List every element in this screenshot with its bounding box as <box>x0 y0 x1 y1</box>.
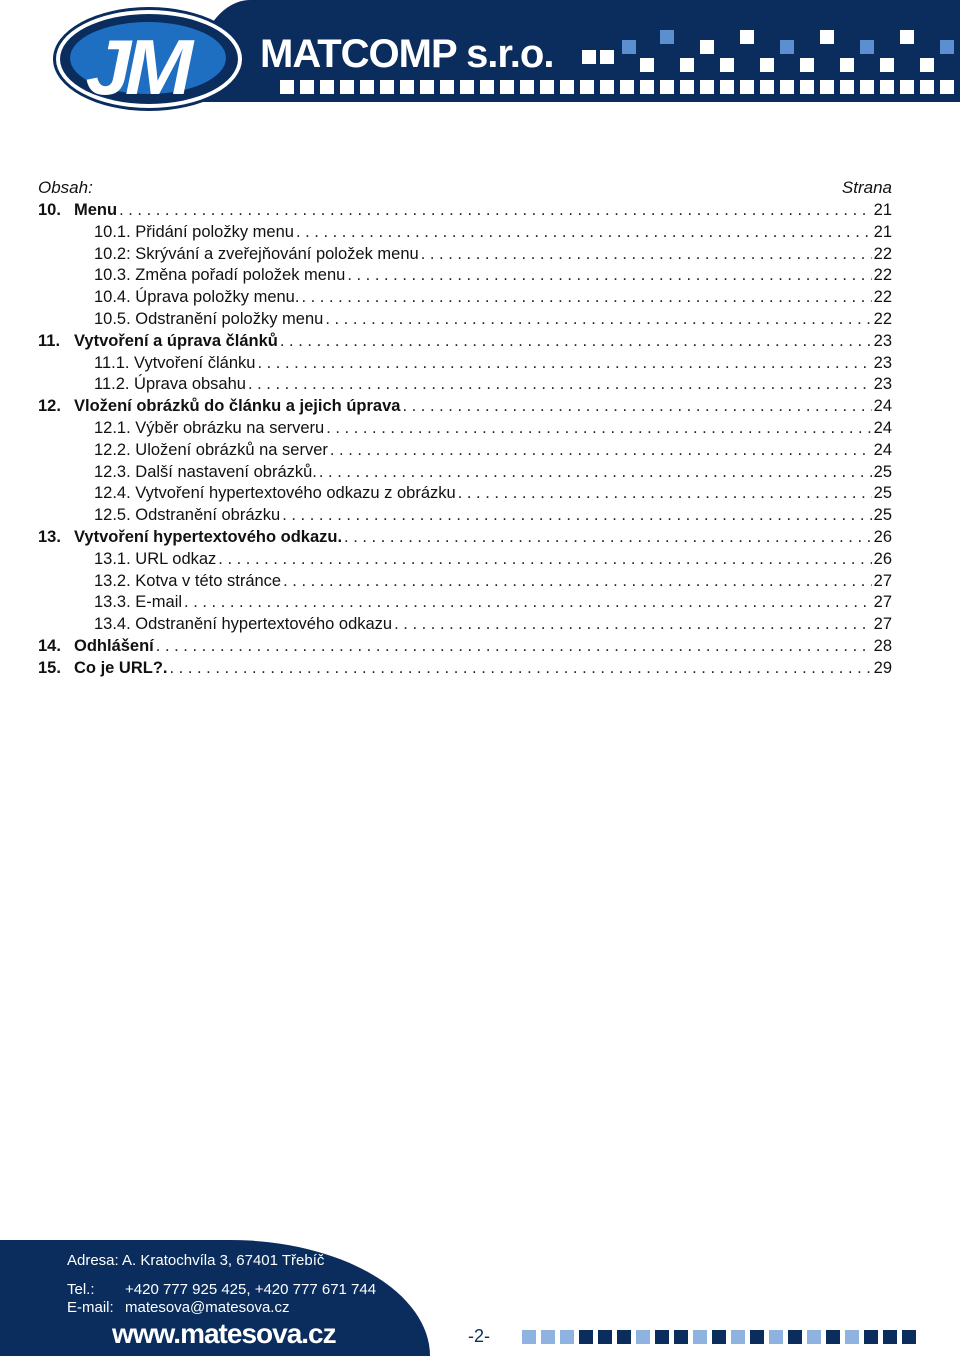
decor-square <box>655 1330 669 1344</box>
toc-page-number: 22 <box>873 288 892 307</box>
email-value: matesova@matesova.cz <box>125 1299 290 1316</box>
toc-section-row[interactable] <box>38 418 892 440</box>
toc-dot-leader <box>280 331 872 353</box>
page-number: -2- <box>468 1326 490 1346</box>
toc-dot-leader <box>156 636 872 658</box>
toc-section-row[interactable] <box>38 222 892 244</box>
decor-square <box>680 80 694 94</box>
decor-square <box>840 80 854 94</box>
decor-square <box>860 40 874 54</box>
toc-dot-leader <box>184 592 872 614</box>
toc-entry-label: 13.3. E-mail <box>94 593 183 612</box>
toc-page-number: 23 <box>873 331 892 350</box>
toc-section-row[interactable] <box>38 440 892 462</box>
toc-chapter-number: 14. <box>38 636 61 655</box>
toc-page-number: 22 <box>873 309 892 328</box>
decor-square <box>840 58 854 72</box>
company-name: MATCOMP s.r.o. <box>260 32 554 76</box>
toc-dot-leader <box>347 265 871 287</box>
toc-dot-leader <box>344 527 872 549</box>
toc-dot-leader <box>248 374 872 396</box>
toc-entry-label: 10.1. Přidání položky menu <box>94 222 294 241</box>
toc-chapter-number: 15. <box>38 658 61 677</box>
toc-page-number: 21 <box>873 222 892 241</box>
footer-decoration-squares <box>522 1330 916 1344</box>
toc-entry-label: 12.1. Výběr obrázku na serveru <box>94 418 325 437</box>
toc-entry-label: 10.4. Úprava položky menu. <box>94 288 300 307</box>
toc-dot-leader <box>257 353 871 375</box>
decor-square <box>340 80 354 94</box>
decor-square <box>600 80 614 94</box>
decor-square <box>620 80 634 94</box>
toc-entry-label: 13.4. Odstranění hypertextového odkazu <box>94 615 393 634</box>
toc-section-row[interactable] <box>38 483 892 505</box>
toc-entry-label: Vytvoření a úprava článků <box>74 331 278 350</box>
toc-chapter-row[interactable] <box>38 396 892 418</box>
toc-dot-leader <box>301 287 871 309</box>
toc-dot-leader <box>319 462 872 484</box>
decor-square <box>560 1330 574 1344</box>
decor-square <box>660 30 674 44</box>
decor-square <box>940 80 954 94</box>
decor-square <box>617 1330 631 1344</box>
toc-page-number: 24 <box>873 440 892 459</box>
toc-page-number: 24 <box>873 418 892 437</box>
decor-square <box>920 58 934 72</box>
decor-square <box>500 80 514 94</box>
decor-square <box>820 80 834 94</box>
decor-square <box>800 80 814 94</box>
toc-page-number: 26 <box>873 549 892 568</box>
decor-square <box>700 40 714 54</box>
decor-square <box>807 1330 821 1344</box>
toc-dot-leader <box>421 244 872 266</box>
logo-text: JM <box>85 23 187 111</box>
decor-square <box>769 1330 783 1344</box>
toc-chapter-number: 11. <box>38 331 61 350</box>
toc-title: Obsah: <box>38 178 93 197</box>
toc-entry-label: 10.3. Změna pořadí položek menu <box>94 266 346 285</box>
decor-square <box>420 80 434 94</box>
decor-square <box>360 80 374 94</box>
toc-entry-label: 12.2. Uložení obrázků na server <box>94 440 328 459</box>
toc-page-number: 28 <box>873 636 892 655</box>
toc-entry-label: 12.5. Odstranění obrázku <box>94 506 281 525</box>
decor-square <box>580 80 594 94</box>
toc-section-row[interactable] <box>38 549 892 571</box>
decor-square <box>731 1330 745 1344</box>
decor-square <box>826 1330 840 1344</box>
decor-square <box>680 58 694 72</box>
decor-square <box>720 58 734 72</box>
toc-page-number: 27 <box>873 615 892 634</box>
toc-page-number: 24 <box>873 397 892 416</box>
toc-entry-label: 10.5. Odstranění položky menu <box>94 309 324 328</box>
toc-entry-label: Vytvoření hypertextového odkazu. <box>74 527 343 546</box>
decor-square <box>579 1330 593 1344</box>
toc-dot-leader <box>282 505 871 527</box>
company-logo <box>56 10 242 111</box>
decor-square <box>864 1330 878 1344</box>
toc-dot-leader <box>218 549 871 571</box>
decor-square <box>541 1330 555 1344</box>
decor-square <box>440 80 454 94</box>
toc-page-number: 29 <box>873 658 892 677</box>
decor-square <box>880 58 894 72</box>
toc-section-row[interactable] <box>38 462 892 484</box>
decor-square <box>598 1330 612 1344</box>
email-label: E-mail: <box>67 1299 114 1316</box>
decor-square <box>300 80 314 94</box>
decor-square <box>780 80 794 94</box>
toc-page-number: 22 <box>873 244 892 263</box>
decor-square <box>860 80 874 94</box>
toc-entry-label: Odhlášení <box>74 636 154 655</box>
decor-square <box>280 80 294 94</box>
decor-square <box>600 50 614 64</box>
toc-page-number: 25 <box>873 462 892 481</box>
decor-square <box>660 80 674 94</box>
decor-square <box>480 80 494 94</box>
toc-chapter-number: 13. <box>38 527 61 546</box>
toc-dot-leader <box>458 483 872 505</box>
decor-square <box>760 80 774 94</box>
decor-square <box>780 40 794 54</box>
toc-chapter-row[interactable] <box>38 636 892 658</box>
toc-heading <box>38 176 892 200</box>
footer-phone <box>67 1281 376 1298</box>
decor-square <box>522 1330 536 1344</box>
toc-chapter-number: 10. <box>38 201 61 219</box>
footer-email <box>67 1299 289 1316</box>
decor-square <box>760 58 774 72</box>
decor-square <box>582 50 596 64</box>
decor-square <box>902 1330 916 1344</box>
toc-page-number: 26 <box>873 527 892 546</box>
decor-square <box>320 80 334 94</box>
decor-square <box>640 58 654 72</box>
toc-dot-leader <box>325 309 871 331</box>
toc-dot-leader <box>170 658 872 680</box>
toc-page-number: 25 <box>873 506 892 525</box>
phone-label: Tel.: <box>67 1281 95 1298</box>
decor-square <box>636 1330 650 1344</box>
decor-square <box>720 80 734 94</box>
toc-page-number: 23 <box>873 353 892 372</box>
toc-page-number: 25 <box>873 484 892 503</box>
toc-entry-label: Vložení obrázků do článku a jejich úprava <box>74 397 401 416</box>
toc-entry-label: 12.4. Vytvoření hypertextového odkazu z obrázku <box>94 484 456 503</box>
decor-square <box>520 80 534 94</box>
toc-section-row[interactable] <box>38 614 892 636</box>
toc-dot-leader <box>394 614 872 636</box>
decor-square <box>880 80 894 94</box>
toc-dot-leader <box>326 418 871 440</box>
decor-square <box>712 1330 726 1344</box>
toc-chapter-row[interactable] <box>38 658 892 680</box>
toc-entry-label: Co je URL?. <box>74 658 168 677</box>
decor-square <box>380 80 394 94</box>
decor-square <box>883 1330 897 1344</box>
toc-dot-leader <box>402 396 871 418</box>
toc-section-row[interactable] <box>38 244 892 266</box>
decor-square <box>920 80 934 94</box>
decor-square <box>400 80 414 94</box>
decor-square <box>460 80 474 94</box>
decor-square <box>940 40 954 54</box>
decor-square <box>740 30 754 44</box>
decor-square <box>693 1330 707 1344</box>
phone-value: +420 777 925 425, +420 777 671 744 <box>125 1281 377 1298</box>
toc-page-number: 23 <box>873 375 892 394</box>
decor-square <box>788 1330 802 1344</box>
toc-section-row[interactable] <box>38 309 892 331</box>
toc-chapter-number: 12. <box>38 397 61 416</box>
decor-square <box>900 80 914 94</box>
toc-page-number: 27 <box>873 571 892 590</box>
decor-square <box>674 1330 688 1344</box>
toc-dot-leader <box>119 200 872 222</box>
toc-section-row[interactable] <box>38 592 892 614</box>
toc-chapter-row[interactable] <box>38 200 892 222</box>
decor-square <box>750 1330 764 1344</box>
toc-section-row[interactable] <box>38 571 892 593</box>
toc-section-row[interactable] <box>38 287 892 309</box>
decor-square <box>845 1330 859 1344</box>
decor-square <box>900 30 914 44</box>
toc-section-row[interactable] <box>38 505 892 527</box>
toc-entry-label: 12.3. Další nastavení obrázků. <box>94 462 317 481</box>
decor-square <box>622 40 636 54</box>
decor-square <box>740 80 754 94</box>
toc-section-row[interactable] <box>38 265 892 287</box>
toc-chapter-row[interactable] <box>38 527 892 549</box>
decor-square <box>800 58 814 72</box>
decor-square <box>560 80 574 94</box>
decor-square <box>700 80 714 94</box>
decor-square <box>640 80 654 94</box>
toc-entry-label: 10.2: Skrývání a zveřejňování položek menu <box>94 244 419 263</box>
toc-section-row[interactable] <box>38 353 892 375</box>
toc-chapter-row[interactable] <box>38 331 892 353</box>
decor-square <box>540 80 554 94</box>
toc-entry-label: 11.1. Vytvoření článku <box>94 353 256 372</box>
toc-page-heading: Strana <box>841 178 892 197</box>
toc-entry-label: 11.2. Úprava obsahu <box>94 375 246 394</box>
toc-dot-leader <box>330 440 872 462</box>
footer-website[interactable]: www.matesova.cz <box>112 1318 336 1349</box>
toc-page-number: 21 <box>873 201 892 219</box>
footer-address: Adresa: A. Kratochvíla 3, 67401 Třebíč <box>67 1252 325 1269</box>
toc-page-number: 27 <box>873 593 892 612</box>
table-of-contents <box>38 176 892 680</box>
page-header <box>0 0 960 110</box>
toc-dot-leader <box>283 571 872 593</box>
toc-entry-label: Menu <box>74 201 118 219</box>
toc-dot-leader <box>296 222 872 244</box>
toc-page-number: 22 <box>873 266 892 285</box>
toc-entry-label: 13.1. URL odkaz <box>94 549 217 568</box>
decor-square <box>820 30 834 44</box>
toc-entry-label: 13.2. Kotva v této stránce <box>94 571 282 590</box>
toc-section-row[interactable] <box>38 374 892 396</box>
